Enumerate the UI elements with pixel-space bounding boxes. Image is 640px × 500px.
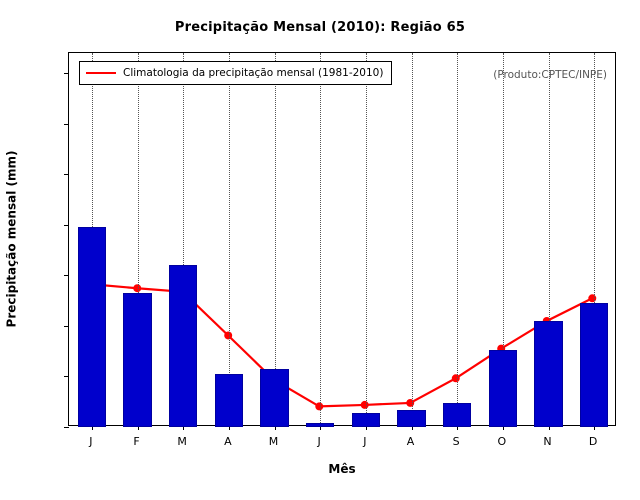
x-axis-tick-label: F	[133, 435, 140, 448]
gridline	[412, 53, 414, 425]
y-axis-label	[2, 52, 20, 426]
y-axis-tick	[64, 326, 69, 327]
y-axis-tick	[64, 174, 69, 175]
plot-inner	[69, 53, 615, 425]
bar	[260, 369, 288, 427]
bar	[215, 374, 243, 427]
y-axis-tick	[64, 225, 69, 226]
gridline	[320, 53, 322, 425]
bar	[489, 350, 517, 427]
y-axis-tick	[64, 275, 69, 276]
y-axis-tick	[64, 376, 69, 377]
x-axis-tick-label: A	[406, 435, 415, 448]
gridline	[457, 53, 459, 425]
y-axis-tick	[64, 73, 69, 74]
y-axis-tick	[64, 427, 69, 428]
y-axis-label-text: Precipitação mensal (mm)	[4, 150, 19, 328]
x-axis-tick-label: S	[452, 435, 460, 448]
bar	[580, 303, 608, 427]
legend	[79, 61, 392, 85]
gridline	[229, 53, 231, 425]
bar	[534, 321, 562, 427]
legend-line-swatch	[86, 72, 116, 74]
x-axis-tick-label: O	[497, 435, 507, 448]
bar	[352, 413, 380, 427]
y-axis-tick	[64, 124, 69, 125]
bar	[123, 293, 151, 427]
bar	[169, 265, 197, 427]
x-axis-tick-label: M	[268, 435, 279, 448]
x-axis-label: Mês	[328, 462, 356, 476]
produto-annotation: (Produto:CPTEC/INPE)	[493, 69, 607, 81]
bar	[397, 410, 425, 427]
x-axis-tick-label: J	[317, 435, 321, 448]
legend-entry-label: Climatologia da precipitação mensal (1981-2010)	[123, 67, 384, 79]
x-axis-tick-label: M	[177, 435, 187, 448]
bar	[306, 423, 334, 427]
gridline	[366, 53, 368, 425]
x-axis-tick-label: J	[89, 435, 93, 448]
x-axis-tick-label: A	[224, 435, 232, 448]
chart-title: Precipitação Mensal (2010): Região 65	[174, 20, 466, 35]
x-axis-tick-label: J	[363, 435, 367, 448]
x-axis-tick-label: N	[543, 435, 552, 448]
bar	[443, 403, 471, 427]
bar	[78, 227, 106, 427]
x-axis-tick-label: D	[588, 435, 598, 448]
plot-area	[68, 52, 616, 426]
